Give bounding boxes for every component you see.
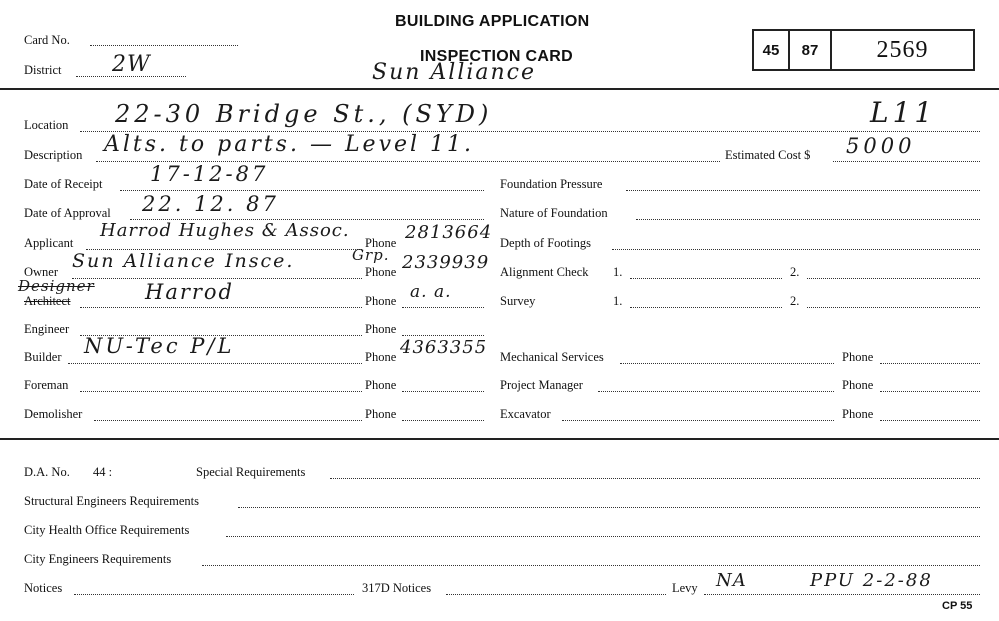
alignment-check-opt1: 1. [613,265,623,279]
excavator-field[interactable] [562,420,834,421]
mechanical-services-field[interactable] [620,363,834,364]
header-divider [0,88,999,90]
notices-label: Notices [24,581,63,595]
project-manager-phone-label: Phone [842,378,874,392]
levy-field[interactable] [704,594,980,595]
form-code: CP 55 [942,600,973,612]
date-of-receipt-field[interactable] [120,190,484,191]
levy-label: Levy [672,581,698,595]
demolisher-label: Demolisher [24,407,83,421]
foundation-pressure-label: Foundation Pressure [500,177,603,191]
levy-note: PPU 2-2-88 [810,570,933,591]
alignment-check-label: Alignment Check [500,265,589,279]
project-manager-label: Project Manager [500,378,583,392]
card-no-field[interactable] [90,45,238,46]
applicant-phone-label: Phone [365,236,397,250]
designer-label-handwritten: Designer [18,277,95,295]
location-value: 22-30 Bridge St., (SYD) [115,100,493,128]
builder-phone-label: Phone [365,350,397,364]
card-no-label: Card No. [24,33,70,47]
applicant-value: Harrod Hughes & Assoc. [100,220,350,241]
survey-opt2: 2. [790,294,800,308]
owner-phone-value: 2339939 [402,252,490,273]
estimated-cost-value: 5000 [846,134,916,158]
mechanical-services-label: Mechanical Services [500,350,604,364]
notices-317d-label: 317D Notices [362,581,432,595]
city-engineers-field[interactable] [202,565,980,566]
foreman-field[interactable] [80,391,362,392]
project-manager-phone-field[interactable] [880,391,980,392]
structural-engineers-label: Structural Engineers Requirements [24,494,199,508]
excavator-phone-field[interactable] [880,420,980,421]
mechanical-services-phone-field[interactable] [880,363,980,364]
city-health-label: City Health Office Requirements [24,523,190,537]
date-of-receipt-label: Date of Receipt [24,177,103,191]
excavator-phone-label: Phone [842,407,874,421]
box-cell-2: 87 [788,29,832,71]
foreman-phone-label: Phone [365,378,397,392]
date-of-receipt-value: 17-12-87 [150,162,269,186]
architect-phone-value: a. a. [410,282,452,302]
section-divider [0,438,999,440]
demolisher-phone-field[interactable] [402,420,484,421]
location-note: L11 [870,96,937,129]
owner-field[interactable] [72,278,362,279]
engineer-label: Engineer [24,322,70,336]
builder-phone-value: 4363355 [400,337,488,358]
description-label: Description [24,148,83,162]
notices-field[interactable] [74,594,354,595]
alignment-check-field-2[interactable] [807,278,980,279]
applicant-group-note: Grp. [352,246,390,264]
depth-of-footings-field[interactable] [612,249,980,250]
owner-value: Sun Alliance Insce. [72,250,295,272]
city-health-field[interactable] [226,536,980,537]
builder-value: NU-Tec P/L [84,334,235,358]
demolisher-phone-label: Phone [365,407,397,421]
project-manager-field[interactable] [598,391,834,392]
survey-field-2[interactable] [807,307,980,308]
nature-of-foundation-field[interactable] [636,219,980,220]
foreman-phone-field[interactable] [402,391,484,392]
company-handwritten: Sun Alliance [372,60,537,85]
mechanical-services-phone-label: Phone [842,350,874,364]
engineer-phone-label: Phone [365,322,397,336]
applicant-label: Applicant [24,236,74,250]
special-requirements-label: Special Requirements [196,465,306,479]
district-value: 2W [112,52,151,77]
architect-field[interactable] [80,307,362,308]
da-no-value: 44 : [93,465,113,479]
notices-317d-field[interactable] [446,594,666,595]
city-engineers-label: City Engineers Requirements [24,552,172,566]
survey-field-1[interactable] [630,307,782,308]
title-inspection-card: INSPECTION CARD [420,48,573,65]
owner-phone-label: Phone [365,265,397,279]
builder-field[interactable] [68,363,362,364]
district-label: District [24,63,62,77]
foundation-pressure-field[interactable] [626,190,980,191]
estimated-cost-label: Estimated Cost $ [725,148,811,162]
title-building-application: BUILDING APPLICATION [395,13,590,30]
description-value: Alts. to parts. — Level 11. [104,132,475,157]
architect-phone-label: Phone [365,294,397,308]
date-of-approval-value: 22. 12. 87 [142,192,279,216]
estimated-cost-field[interactable] [833,161,980,162]
architect-label: Architect [24,294,71,308]
applicant-phone-value: 2813664 [405,222,493,243]
engineer-phone-field[interactable] [402,335,484,336]
special-requirements-field[interactable] [330,478,980,479]
box-cell-1: 45 [752,29,790,71]
architect-value: Harrod [145,280,234,304]
excavator-label: Excavator [500,407,551,421]
builder-label: Builder [24,350,62,364]
da-no-label: D.A. No. [24,465,70,479]
location-label: Location [24,118,69,132]
owner-label: Owner [24,265,59,279]
nature-of-foundation-label: Nature of Foundation [500,206,608,220]
date-of-approval-label: Date of Approval [24,206,111,220]
demolisher-field[interactable] [94,420,362,421]
alignment-check-opt2: 2. [790,265,800,279]
alignment-check-field-1[interactable] [630,278,782,279]
card-number: 2569 [830,29,975,71]
survey-label: Survey [500,294,536,308]
foreman-label: Foreman [24,378,69,392]
structural-engineers-field[interactable] [238,507,980,508]
levy-value: NA [716,570,747,591]
architect-phone-field[interactable] [402,307,484,308]
depth-of-footings-label: Depth of Footings [500,236,591,250]
survey-opt1: 1. [613,294,623,308]
